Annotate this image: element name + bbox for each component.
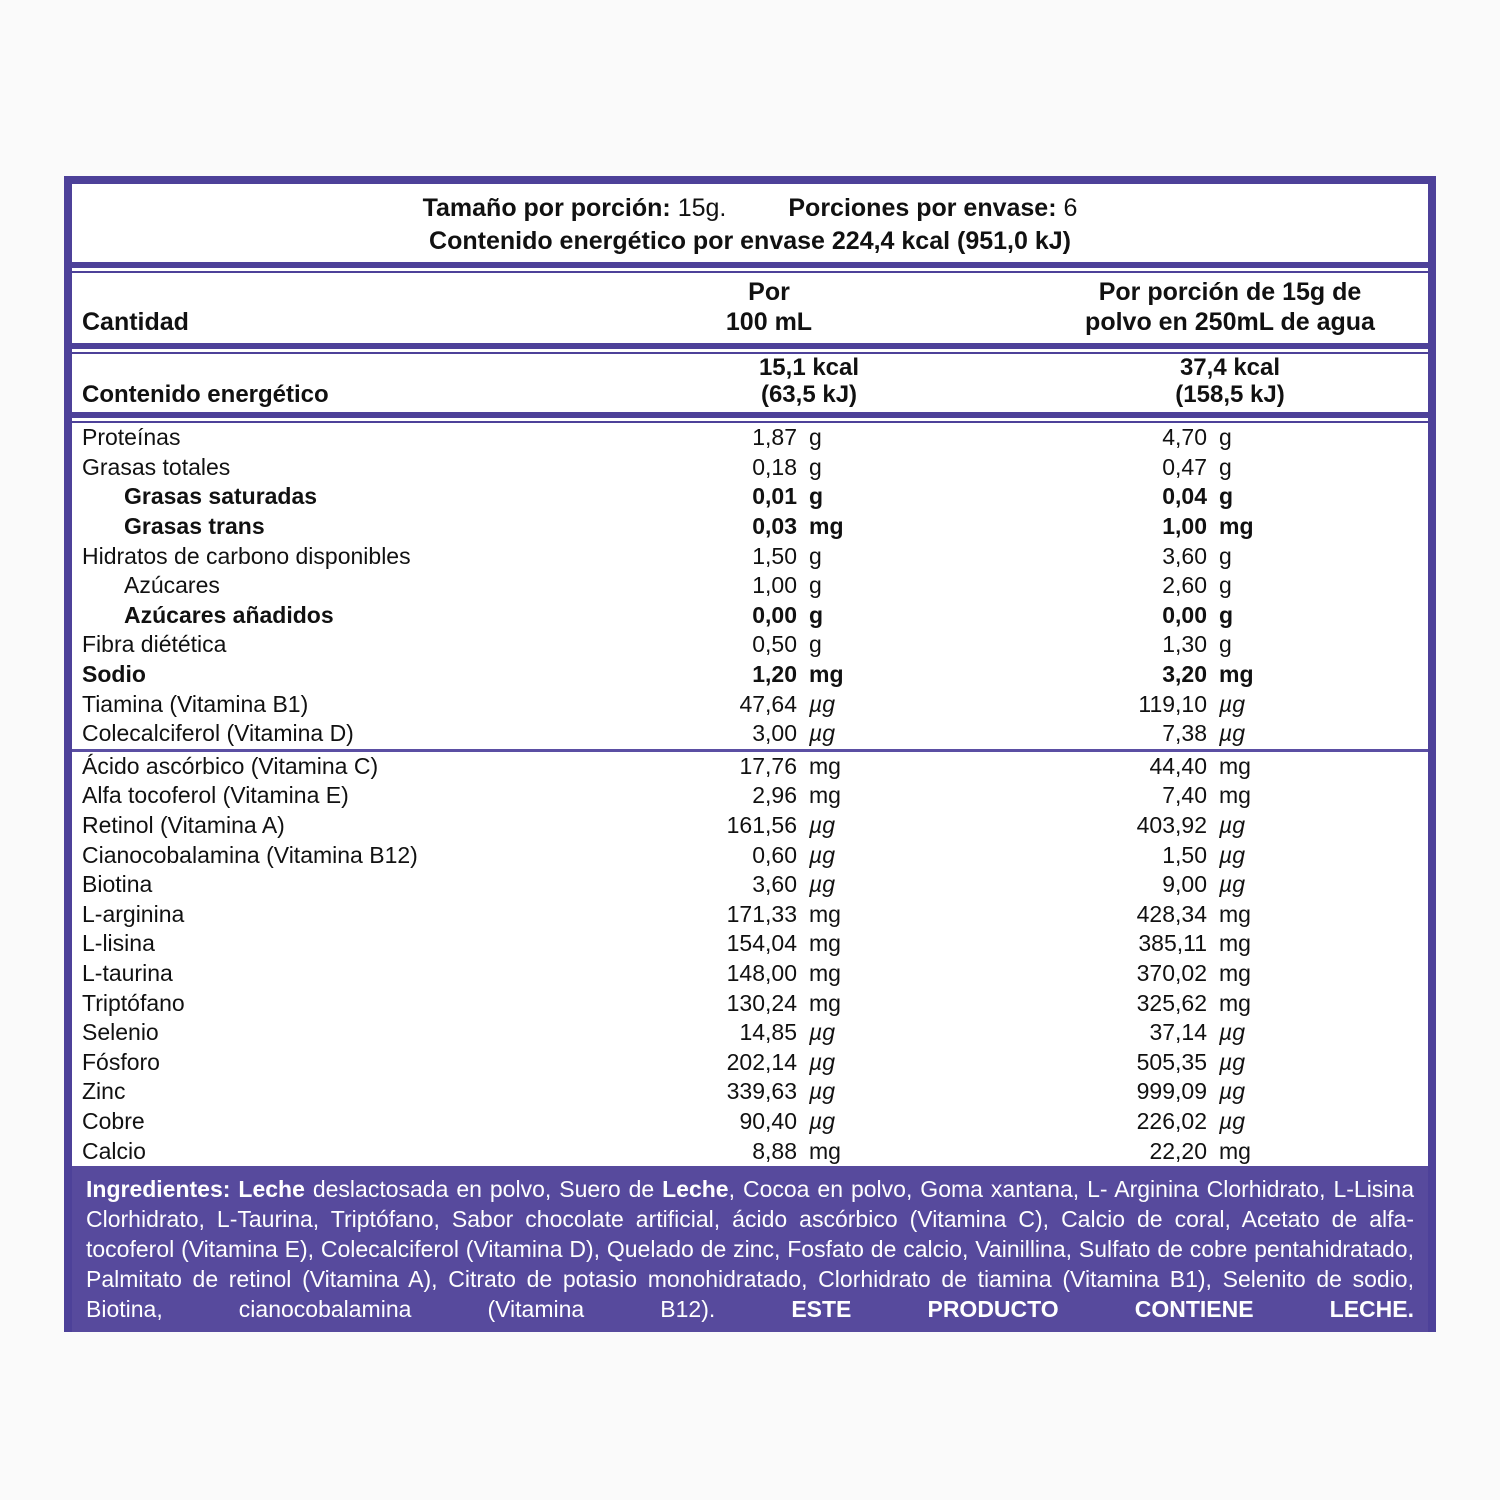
table-row xyxy=(72,900,1428,930)
nutrient-name: Cobre xyxy=(82,1107,145,1134)
value-per-portion: 226,02 xyxy=(1136,1107,1207,1134)
value-per-100ml: 148,00 xyxy=(726,959,797,986)
value-per-portion: 44,40 xyxy=(1149,752,1207,779)
servings-per-container-value: 6 xyxy=(1063,194,1078,222)
unit-per-100ml: g xyxy=(809,572,822,599)
table-row xyxy=(72,781,1428,811)
table-row xyxy=(72,541,1428,571)
value-per-100ml: 339,63 xyxy=(726,1078,797,1105)
value-per-portion: 385,11 xyxy=(1138,930,1207,957)
per-100ml-line2: 100 mL xyxy=(725,308,813,336)
table-row xyxy=(72,959,1428,989)
ingredients-band xyxy=(72,1166,1428,1332)
value-per-portion: 7,40 xyxy=(1162,782,1207,809)
value-per-portion: 1,50 xyxy=(1162,841,1207,868)
value-per-100ml: 1,87 xyxy=(752,424,797,451)
unit-per-portion: µg xyxy=(1219,871,1246,898)
nutrient-name: Sodio xyxy=(82,661,146,688)
energy-per-portion xyxy=(892,354,1428,408)
table-row xyxy=(72,870,1428,900)
unit-per-100ml: g xyxy=(809,424,822,451)
unit-per-100ml: mg xyxy=(809,513,844,540)
unit-per-portion: mg xyxy=(1219,513,1254,540)
value-per-100ml: 17,76 xyxy=(739,752,797,779)
table-row xyxy=(72,1136,1428,1166)
unit-per-100ml: mg xyxy=(809,752,841,779)
nutrient-name: Zinc xyxy=(82,1078,126,1105)
divider xyxy=(72,412,1428,423)
table-row xyxy=(72,1107,1428,1137)
value-per-100ml: 202,14 xyxy=(726,1048,797,1075)
value-per-100ml: 154,04 xyxy=(726,930,797,957)
per-portion-line1: Por porción de 15g de xyxy=(1098,278,1362,306)
column-header-per-portion xyxy=(892,277,1428,337)
table-row xyxy=(72,1018,1428,1048)
table-row xyxy=(72,752,1428,782)
energy-row xyxy=(72,354,1428,412)
serving-size-value: 15g. xyxy=(677,194,727,222)
nutrient-name: Grasas saturadas xyxy=(124,483,318,510)
nutrient-name: Fibra diétética xyxy=(82,631,227,658)
table-row xyxy=(72,571,1428,601)
serving-info-line xyxy=(72,192,1428,225)
nutrient-name: Alfa tocoferol (Vitamina E) xyxy=(82,782,349,809)
energy-per-portion-kj: (158,5 kJ) xyxy=(1175,381,1285,408)
value-per-portion: 403,92 xyxy=(1136,812,1207,839)
table-row xyxy=(72,423,1428,453)
value-per-100ml: 171,33 xyxy=(726,900,797,927)
unit-per-portion: mg xyxy=(1219,661,1254,688)
value-per-100ml: 47,64 xyxy=(739,690,797,717)
unit-per-100ml: µg xyxy=(809,720,836,747)
unit-per-portion: µg xyxy=(1219,1078,1246,1105)
unit-per-portion: g xyxy=(1219,453,1232,480)
unit-per-100ml: g xyxy=(809,453,822,480)
unit-per-portion: g xyxy=(1219,631,1232,658)
value-per-portion: 325,62 xyxy=(1136,989,1207,1016)
unit-per-100ml: mg xyxy=(809,900,841,927)
value-per-portion: 0,00 xyxy=(1162,601,1207,628)
nutrient-name: Azúcares xyxy=(124,572,220,599)
unit-per-portion: mg xyxy=(1219,959,1251,986)
table-row xyxy=(72,660,1428,690)
table-row xyxy=(72,512,1428,542)
unit-per-portion: mg xyxy=(1219,1137,1251,1164)
value-per-portion: 119,10 xyxy=(1138,690,1207,717)
value-per-portion: 7,38 xyxy=(1162,720,1207,747)
table-row xyxy=(72,1047,1428,1077)
value-per-portion: 0,04 xyxy=(1162,483,1207,510)
unit-per-100ml: µg xyxy=(809,871,836,898)
value-per-portion: 428,34 xyxy=(1136,900,1207,927)
value-per-portion: 2,60 xyxy=(1162,572,1207,599)
value-per-100ml: 130,24 xyxy=(726,989,797,1016)
table-row xyxy=(72,840,1428,870)
table-row xyxy=(72,453,1428,483)
nutrient-rows-micronutrients xyxy=(72,752,1428,1166)
unit-per-portion: mg xyxy=(1219,752,1251,779)
nutrient-name: Retinol (Vitamina A) xyxy=(82,812,285,839)
unit-per-portion: mg xyxy=(1219,989,1251,1016)
nutrient-rows-main xyxy=(72,423,1428,749)
value-per-100ml: 0,01 xyxy=(752,483,797,510)
divider xyxy=(72,343,1428,354)
unit-per-portion: µg xyxy=(1219,841,1246,868)
unit-per-portion: µg xyxy=(1219,1107,1246,1134)
servings-per-container-label: Porciones por envase: xyxy=(788,194,1057,222)
unit-per-portion: µg xyxy=(1219,812,1246,839)
energy-per-100ml xyxy=(582,354,892,408)
unit-per-portion: mg xyxy=(1219,782,1251,809)
nutrient-name: Grasas totales xyxy=(82,453,231,480)
unit-per-portion: µg xyxy=(1219,1019,1246,1046)
nutrient-name: Triptófano xyxy=(82,989,185,1016)
nutrition-facts-label xyxy=(64,176,1436,1332)
ingredients-text xyxy=(86,1174,1414,1324)
value-per-100ml: 0,18 xyxy=(752,453,797,480)
ingredients-bold-segment: ESTE PRODUCTO CONTIENE LECHE. xyxy=(791,1295,1414,1322)
ingredients-segment: deslactosada en polvo, Suero de xyxy=(304,1175,663,1202)
unit-per-portion: g xyxy=(1219,601,1234,628)
unit-per-portion: g xyxy=(1219,424,1232,451)
unit-per-100ml: g xyxy=(809,483,824,510)
unit-per-portion: µg xyxy=(1219,1048,1246,1075)
unit-per-100ml: mg xyxy=(809,661,844,688)
ingredients-bold-segment: Leche xyxy=(662,1175,729,1202)
unit-per-100ml: g xyxy=(809,631,822,658)
nutrient-name: Ácido ascórbico (Vitamina C) xyxy=(82,752,379,779)
nutrient-name: Fósforo xyxy=(82,1048,160,1075)
value-per-portion: 3,60 xyxy=(1162,542,1207,569)
unit-per-100ml: µg xyxy=(809,1107,836,1134)
per-100ml-line1: Por xyxy=(748,278,790,306)
unit-per-portion: g xyxy=(1219,572,1232,599)
value-per-100ml: 3,60 xyxy=(752,871,797,898)
nutrient-name: Cianocobalamina (Vitamina B12) xyxy=(82,841,418,868)
energy-per-100ml-kj: (63,5 kJ) xyxy=(760,381,858,408)
nutrient-name: Calcio xyxy=(82,1137,146,1164)
unit-per-100ml: µg xyxy=(809,1019,836,1046)
value-per-100ml: 14,85 xyxy=(739,1019,797,1046)
nutrient-name: Tiamina (Vitamina B1) xyxy=(82,690,309,717)
value-per-portion: 370,02 xyxy=(1136,959,1207,986)
unit-per-100ml: mg xyxy=(809,989,841,1016)
value-per-portion: 3,20 xyxy=(1162,661,1207,688)
value-per-100ml: 1,20 xyxy=(752,661,797,688)
unit-per-portion: g xyxy=(1219,483,1234,510)
table-row xyxy=(72,1077,1428,1107)
serving-info-section xyxy=(72,184,1428,262)
nutrient-name: Selenio xyxy=(82,1019,159,1046)
value-per-100ml: 0,60 xyxy=(752,841,797,868)
nutrient-name: Colecalciferol (Vitamina D) xyxy=(82,720,354,747)
unit-per-100ml: µg xyxy=(809,1078,836,1105)
unit-per-100ml: mg xyxy=(809,930,841,957)
value-per-100ml: 0,03 xyxy=(752,513,797,540)
table-row xyxy=(72,630,1428,660)
value-per-100ml: 3,00 xyxy=(752,720,797,747)
table-row xyxy=(72,719,1428,749)
value-per-portion: 0,47 xyxy=(1162,453,1207,480)
unit-per-100ml: mg xyxy=(809,1137,841,1164)
value-per-100ml: 0,50 xyxy=(752,631,797,658)
table-row xyxy=(72,689,1428,719)
unit-per-100ml: µg xyxy=(809,690,836,717)
energy-per-100ml-kcal: 15,1 kcal xyxy=(758,354,860,381)
unit-per-portion: mg xyxy=(1219,900,1251,927)
unit-per-100ml: µg xyxy=(809,841,836,868)
value-per-portion: 37,14 xyxy=(1149,1019,1207,1046)
spacer xyxy=(738,192,776,225)
nutrient-name: L-lisina xyxy=(82,930,155,957)
energy-per-container: Contenido energético por envase 224,4 kcal (951,0 kJ) xyxy=(429,227,1071,255)
value-per-100ml: 0,00 xyxy=(752,601,797,628)
unit-per-100ml: g xyxy=(809,601,824,628)
per-portion-line2: polvo en 250mL de agua xyxy=(1085,308,1375,336)
unit-per-100ml: mg xyxy=(809,959,841,986)
serving-size-label: Tamaño por porción: xyxy=(422,194,671,222)
value-per-portion: 22,20 xyxy=(1149,1137,1207,1164)
value-per-portion: 999,09 xyxy=(1136,1078,1207,1105)
ingredients-bold-segment: Ingredientes: xyxy=(86,1175,239,1202)
value-per-100ml: 90,40 xyxy=(739,1107,797,1134)
nutrient-name: Azúcares añadidos xyxy=(124,601,334,628)
value-per-portion: 9,00 xyxy=(1162,871,1207,898)
ingredients-segment: , Cocoa en polvo, Goma xantana, L- Arginina Clorhidrato, L-Lisina Clorhidrato, L-Taurina, Triptófano, Sabor chocolate artificial, ácido ascórbico (Vitamina C), Calcio de coral, Acetato de alfa-tocoferol (Vitamina E), Colecalciferol (Vitamina D), Quelado de zinc, Fosfato de calcio, Vainillina, Sulfato de cobre pentahidratado, Palmitato de retinol (Vitamina A), Citrato de potasio monohidratado, Clorhidrato de tiamina (Vitamina B1), Selenito de sodio, Biotina, cianocobalamina (Vitamina B12). xyxy=(86,1175,1414,1322)
energy-row-label: Contenido energético xyxy=(82,381,329,408)
nutrient-name: Biotina xyxy=(82,871,153,898)
unit-per-portion: mg xyxy=(1219,930,1251,957)
column-headers xyxy=(72,273,1428,343)
value-per-portion: 1,00 xyxy=(1162,513,1207,540)
value-per-100ml: 161,56 xyxy=(726,812,797,839)
nutrient-name: L-taurina xyxy=(82,959,173,986)
table-row xyxy=(72,929,1428,959)
unit-per-100ml: g xyxy=(809,542,822,569)
table-row xyxy=(72,482,1428,512)
unit-per-portion: g xyxy=(1219,542,1232,569)
ingredients-bold-segment: Leche xyxy=(238,1175,305,1202)
value-per-100ml: 2,96 xyxy=(752,782,797,809)
unit-per-100ml: mg xyxy=(809,782,841,809)
energy-per-portion-kcal: 37,4 kcal xyxy=(1179,354,1281,381)
nutrient-name: L-arginina xyxy=(82,900,185,927)
divider xyxy=(72,262,1428,273)
column-header-quantity: Cantidad xyxy=(82,308,189,336)
value-per-portion: 505,35 xyxy=(1136,1048,1207,1075)
unit-per-100ml: µg xyxy=(809,1048,836,1075)
nutrient-name: Grasas trans xyxy=(124,513,265,540)
table-row xyxy=(72,601,1428,631)
value-per-100ml: 1,00 xyxy=(752,572,797,599)
column-header-per-100ml xyxy=(582,277,892,337)
value-per-100ml: 1,50 xyxy=(752,542,797,569)
unit-per-100ml: µg xyxy=(809,812,836,839)
table-row xyxy=(72,811,1428,841)
unit-per-portion: µg xyxy=(1219,720,1246,747)
nutrient-name: Hidratos de carbono disponibles xyxy=(82,542,411,569)
unit-per-portion: µg xyxy=(1219,690,1246,717)
value-per-100ml: 8,88 xyxy=(752,1137,797,1164)
value-per-portion: 1,30 xyxy=(1162,631,1207,658)
value-per-portion: 4,70 xyxy=(1162,424,1207,451)
table-row xyxy=(72,988,1428,1018)
nutrient-name: Proteínas xyxy=(82,424,181,451)
